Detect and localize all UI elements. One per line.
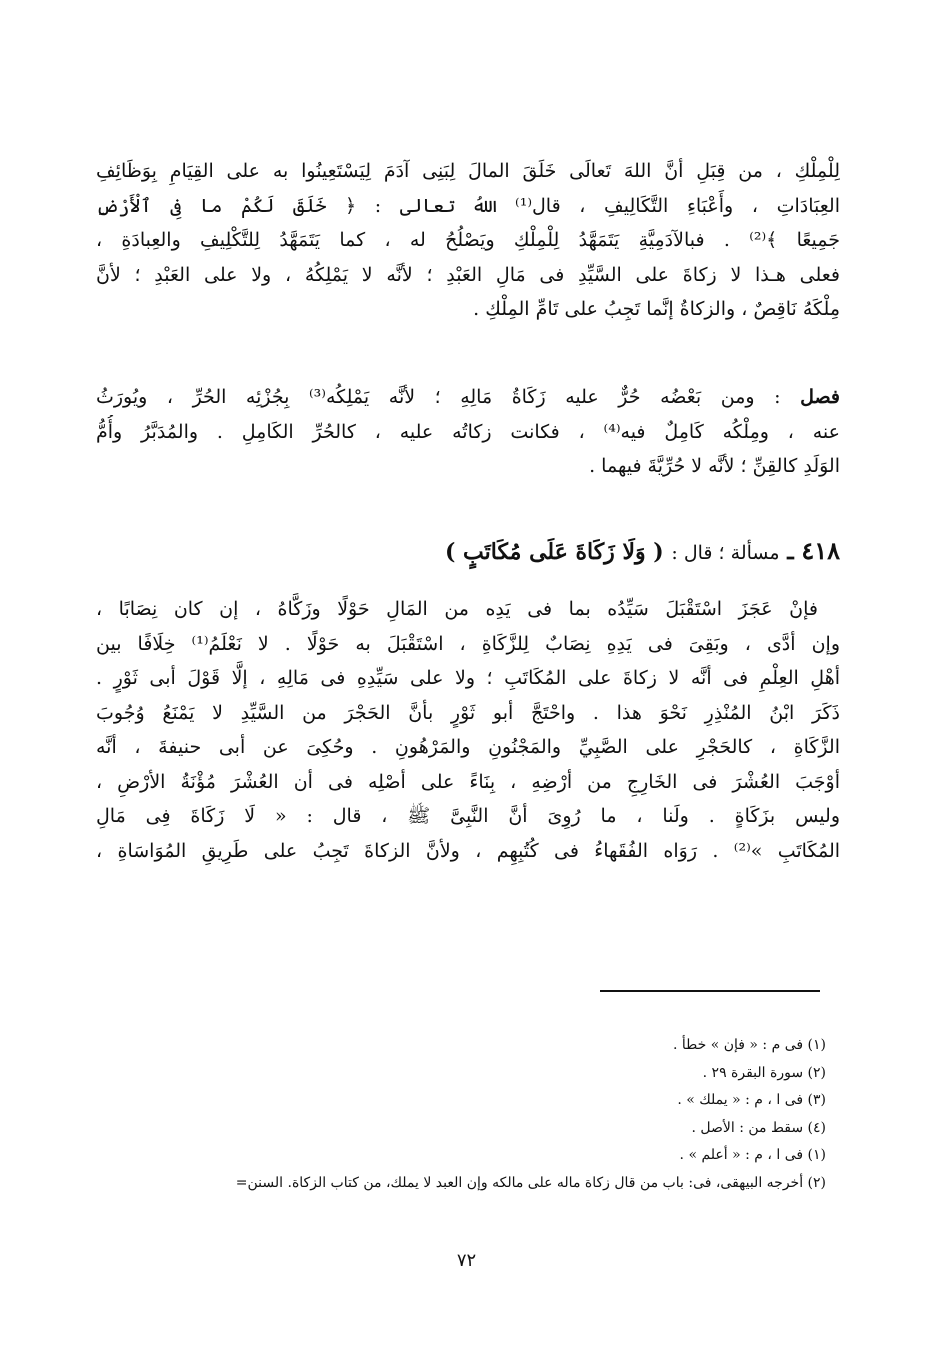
footnotes — [96, 1032, 826, 1197]
text-line: مِلْكَهُ نَاقِصٌ ، والزكاةُ إنَّما تَجِبُ على تَامِّ المِلْكِ . — [473, 298, 840, 320]
footnote: (٢) أخرجه البيهقى، فى: باب من قال زكاة ماله على مالكه وإن العبد لا يملك، من كتاب الزكاة. السنن= — [235, 1174, 826, 1191]
footnote: (٣) فى ا ، م : « يملك » . — [677, 1092, 826, 1108]
text-line: فعلى هـذا لا زكاةَ على السَّيِّدِ فى مَالِ العَبْدِ ؛ لأنَّه لا يَمْلِكُهُ ، ولا على العَبْدِ ؛ لأنَّ — [96, 263, 840, 286]
footnote: (١) فى ا ، م : « أعلم » . — [679, 1147, 826, 1163]
issue-heading — [96, 533, 840, 571]
paragraph-1 — [96, 154, 840, 327]
text-line: وليس بزَكَاةٍ . ولَنا ، ما رُوِىَ أنَّ النَّبِىَّ ﷺ ، قال : « لَا زَكَاةَ فِى مَالِ — [96, 805, 840, 827]
text-line — [96, 380, 840, 415]
section-lead-word: فصل — [800, 386, 840, 408]
text-line: العِبَادَاتِ ، وأَعْبَاءِ التَّكَالِيفِ ، قال⁽¹⁾ اللهُ تعالى : ﴿ خَلَقَ لَكُمْ ما فِى ٱلْأَرْضِ — [96, 194, 840, 217]
footnote: (٢) سورة البقرة ٢٩ . — [702, 1064, 826, 1081]
text-line: أهْلِ العِلْمِ فى أنَّه لا زكاةَ على المُكَاتَبِ ؛ ولا على سَيِّدِهِ فى مَالِهِ ، إلَّا قَوْلَ أبى ثَوْرٍ . — [96, 667, 840, 689]
text-line: الزَّكَاةِ ، كالحَجْرِ على الصَّبِيِّ والمَجْنُونِ والمَرْهُونِ . وحُكِىَ عن أبى حنيفةَ ، أنَّه — [96, 736, 840, 758]
text-line: ذَكَرَ ابْنُ المُنْذِرِ نَحْوَ هذا . واحْتَجَّ أبو ثَوْرٍ بأنَّ الحَجْرَ من السَّيِّدِ لا يَمْنَعُ وُجُوبَ — [96, 701, 840, 724]
text-line: المُكَاتَبِ »⁽²⁾ . رَوَاه الفُقَهاءُ فى كُتُبِهِم ، ولأنَّ الزكاةَ تَجِبُ على طَرِيقِ المُوَاسَاةِ ، — [96, 839, 840, 862]
paragraph-2 — [96, 380, 840, 484]
footnote-separator — [600, 990, 820, 992]
footnote: (٤) سقط من : الأصل . — [691, 1119, 826, 1136]
text-line: عنه ، ومِلْكُه كَامِلٌ فيه⁽⁴⁾ ، فكانت زكاتُه عليه ، كالحُرِّ الكَامِلِ . والمُدَبَّرُ وأُمُّ — [96, 420, 840, 443]
text-line: الوَلَدِ كالقِنِّ ؛ لأنَّه لا حُرِّيَّةَ فيهما . — [589, 455, 840, 477]
text-span: : ومن بَعْضُه حُرٌّ عليه زَكَاةُ مَالِهِ ؛ لأنَّه يَمْلِكُه⁽³⁾ بِجُزْئِه الحُرِّ ، ويُورَثُ — [96, 386, 801, 408]
footnote: (١) فى م : « فإن » خطأ . — [672, 1037, 826, 1053]
issue-number: ٤١٨ — [801, 536, 840, 565]
text-line: فإنْ عَجَزَ اسْتَقْبَلَ سَيِّدُه بما فى يَدِه من المَالِ حَوْلًا وزَكَّاهُ ، إن كان نِصَابًا ، — [96, 598, 818, 620]
text-line: وإن أدَّى ، وبَقِىَ فى يَدِهِ نِصَابٌ لِلزَّكَاةِ ، اسْتَقْبَلَ به حَوْلًا . لا نَعْلَمُ⁽¹⁾ خِلَافًا بين — [96, 632, 840, 655]
heading-title: ( وَلَا زَكَاةَ عَلَى مُكَاتَبٍ ) — [444, 539, 664, 565]
text-line: لِلْمِلْكِ ، من قِبَلِ أنَّ اللهَ تَعالَى خَلَقَ المالَ لِبَنِى آدَمَ لِيَسْتَعِينُوا به على القِيَامِ بِوَظَائِفِ — [96, 160, 840, 182]
heading-prefix: مسألة ؛ قال : — [671, 542, 780, 564]
text-line: جَمِيعًا ﴾⁽²⁾ . فبالآدَمِيَّةِ يَتَمَهَّدُ لِلْمِلْكِ ويَصْلُحُ له ، كما يَتَمَهَّدُ لِلتَّكْلِيفِ والعِبادَةِ ، — [96, 229, 840, 251]
text-line: أوْجَبَ العُشْرَ فى الخَارِجِ من أرْضِهِ ، بِنَاءً على أصْلِه فى أن العُشْرَ مُؤْنَةُ الأرْضِ ، — [96, 770, 840, 793]
paragraph-3 — [96, 592, 840, 868]
heading-dash: ـ — [787, 539, 794, 565]
page-number: ٧٢ — [456, 1250, 477, 1271]
